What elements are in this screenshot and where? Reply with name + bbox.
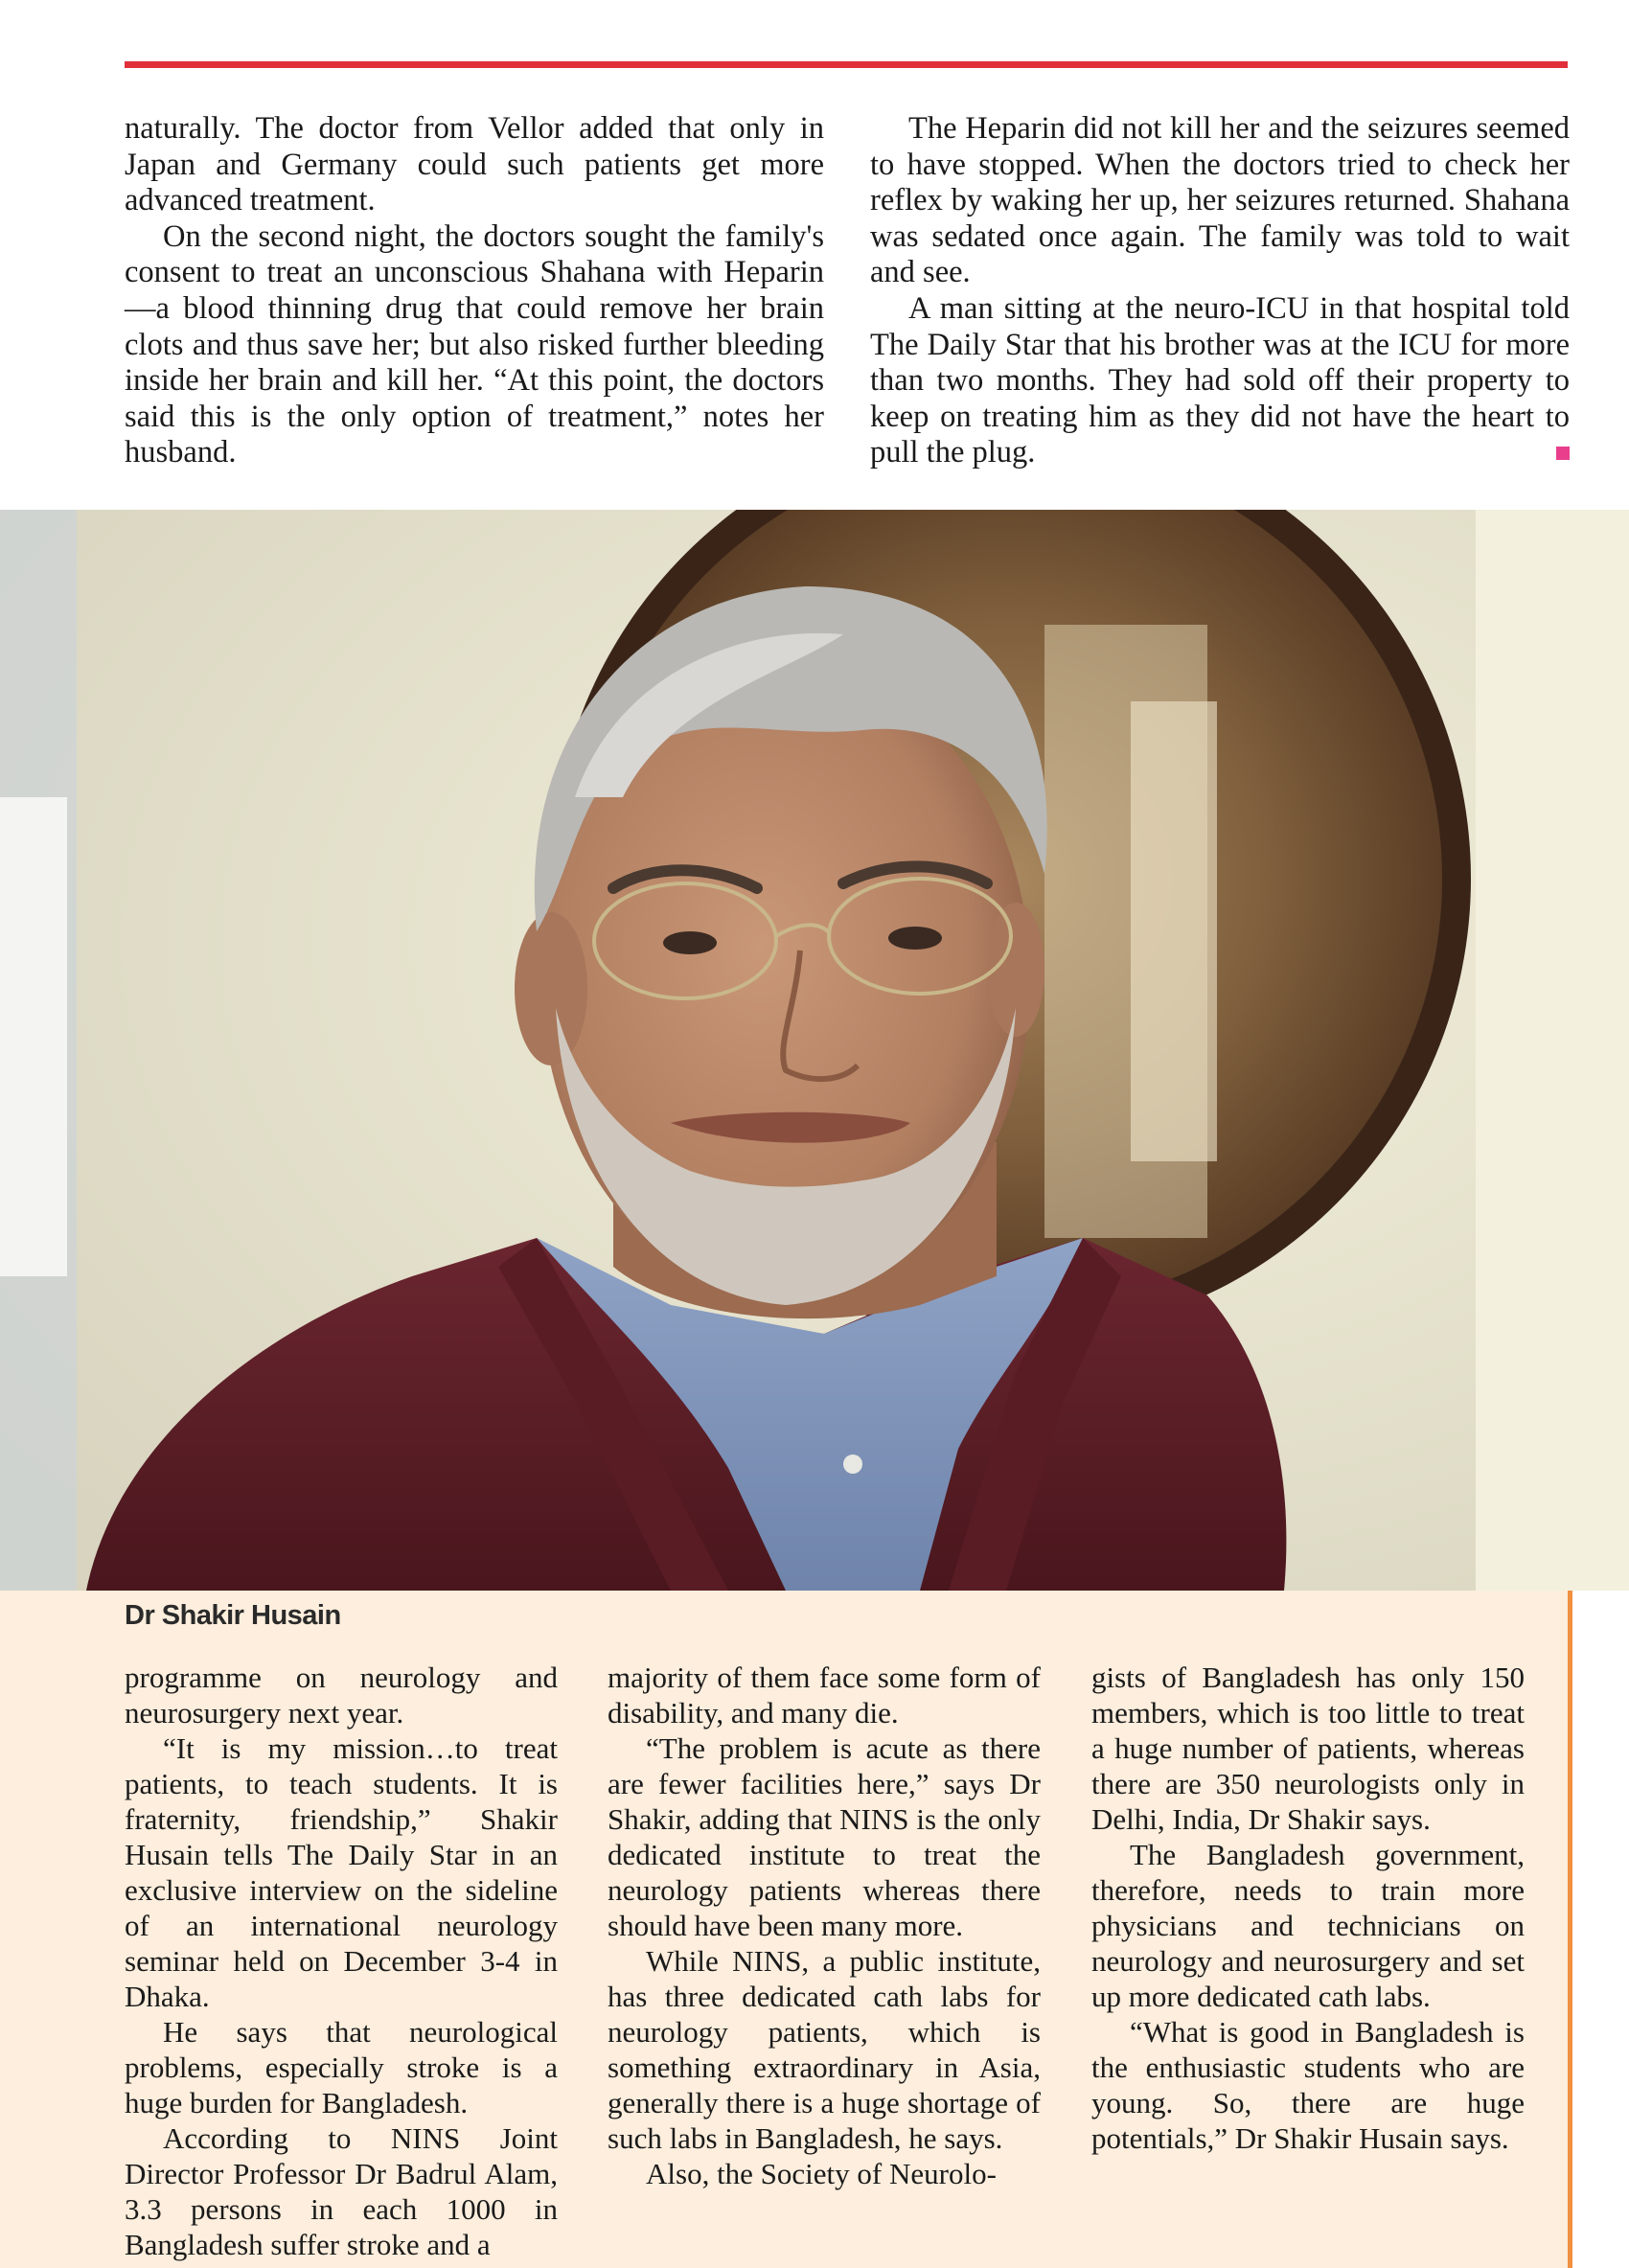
paragraph: According to NINS Joint Director Professor Dr Badrul Alam, 3.3 persons in each 1000 in Bangladesh suffer stroke and a: [125, 2121, 558, 2261]
portrait-illustration: [0, 510, 1629, 1591]
portrait-photo: [0, 510, 1629, 1591]
box-column-1: [125, 1660, 558, 2262]
paragraph: On the second night, the doctors sought the family's consent to treat an unconscious Shahana with Heparin—a blood thinning drug that could remove her brain clots and thus save her; but also risked further bleeding inside her brain and kill her. “At this point, the doctors said this is the only option of treatment,” notes her husband.: [125, 218, 824, 470]
paragraph: naturally. The doctor from Vellor added that only in Japan and Germany could such patients get more advanced treatment.: [125, 111, 824, 218]
photo-caption: Dr Shakir Husain: [125, 1600, 341, 1631]
end-of-story-icon: [1556, 447, 1570, 460]
paragraph: Also, the Society of Neurolo-: [646, 2157, 997, 2190]
right-article-column: [870, 111, 1570, 471]
paragraph: While NINS, a public institute, has three dedicated cath labs for neurology patients, which is something extraordinary in Asia, generally there is a huge shortage of such labs in Bangladesh, he says.: [608, 1944, 1041, 2155]
paragraph-text: A man sitting at the neuro-ICU in that hospital told The Daily Star that his brother was at the ICU for more than two months. They had sold off their property to keep on treating him as they did not have the heart to pull the plug.: [870, 290, 1570, 470]
left-article-column: [125, 111, 824, 471]
paragraph: “It is my mission…to treat patients, to teach students. It is fraternity, friendship,” Shakir Husain tells The Daily Star in an exclusive interview on the sideline of an international neurology seminar held on December 3-4 in Dhaka.: [125, 1731, 558, 2013]
paragraph: majority of them face some form of disability, and many die.: [608, 1661, 1041, 1730]
paragraph: programme on neurology and neurosurgery next year.: [125, 1661, 558, 1730]
paragraph: “What is good in Bangladesh is the enthusiastic students who are young. So, there are huge potentials,” Dr Shakir Husain says.: [1091, 2015, 1525, 2155]
paragraph: “The problem is acute as there are fewer facilities here,” says Dr Shakir, adding that NINS is the only dedicated institute to treat the neurology patients whereas there should have been many more.: [608, 1731, 1041, 1942]
paragraph: gists of Bangladesh has only 150 members, which is too little to treat a huge number of patients, whereas there are 350 neurologists only in Delhi, India, Dr Shakir says.: [1091, 1661, 1525, 1836]
paragraph: The Bangladesh government, therefore, needs to train more physicians and technicians on neurology and neurosurgery and set up more dedicated cath labs.: [1091, 1838, 1525, 2013]
paragraph: He says that neurological problems, especially stroke is a huge burden for Bangladesh.: [125, 2015, 558, 2119]
box-column-2: [608, 1660, 1041, 2191]
box-column-3: [1091, 1660, 1525, 2156]
paragraph-last: [870, 291, 1570, 471]
paragraph: The Heparin did not kill her and the seizures seemed to have stopped. When the doctors tried to check her reflex by waking her up, her seizures returned. Shahana was sedated once again. The family was told to wait and see.: [870, 111, 1570, 290]
top-red-rule: [125, 61, 1568, 68]
